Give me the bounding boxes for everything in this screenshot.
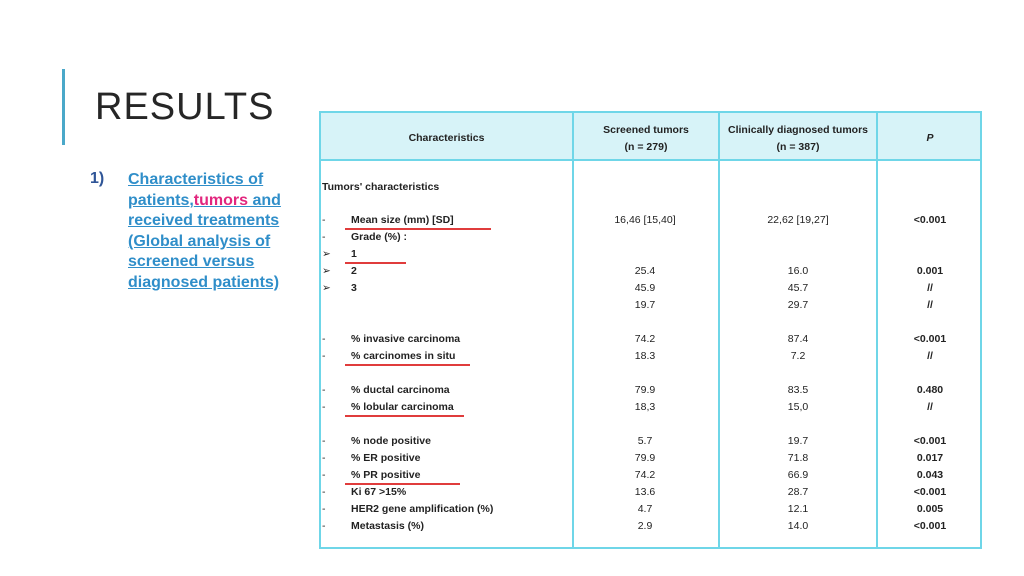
p-value: <0.001 bbox=[913, 333, 947, 345]
p-value: <0.001 bbox=[913, 214, 947, 226]
header-p: P bbox=[926, 132, 934, 144]
header-characteristics: Characteristics bbox=[408, 132, 485, 144]
row-label: Grade (%) : bbox=[351, 231, 408, 243]
clinical-value: 66.9 bbox=[787, 469, 809, 481]
row-marker: - bbox=[322, 401, 326, 413]
row-label: % node positive bbox=[351, 435, 431, 447]
column-divider bbox=[572, 113, 574, 547]
p-value: // bbox=[927, 401, 933, 413]
row-marker: - bbox=[322, 520, 326, 532]
red-underline bbox=[345, 262, 406, 264]
row-label: % PR positive bbox=[351, 469, 421, 481]
row-label: % carcinomes in situ bbox=[351, 350, 456, 362]
screened-value: 45.9 bbox=[634, 282, 656, 294]
list-text-highlight: tumors bbox=[193, 191, 249, 209]
row-label: 2 bbox=[351, 265, 357, 277]
row-marker: - bbox=[322, 486, 326, 498]
clinical-value: 29.7 bbox=[787, 299, 809, 311]
screened-value: 19.7 bbox=[634, 299, 656, 311]
header-clinical-n: (n = 387) bbox=[776, 141, 820, 153]
clinical-value: 83.5 bbox=[787, 384, 809, 396]
section-label: Tumors' characteristics bbox=[322, 181, 440, 193]
clinical-value: 14.0 bbox=[787, 520, 809, 532]
title-accent-bar bbox=[62, 69, 65, 145]
red-underline bbox=[345, 364, 470, 366]
clinical-value: 19.7 bbox=[787, 435, 809, 447]
p-value: <0.001 bbox=[913, 435, 947, 447]
screened-value: 13.6 bbox=[634, 486, 656, 498]
clinical-value: 22,62 [19,27] bbox=[767, 214, 829, 226]
screened-value: 74.2 bbox=[634, 333, 656, 345]
row-label: 1 bbox=[351, 248, 357, 260]
row-marker: - bbox=[322, 350, 326, 362]
p-value: // bbox=[927, 299, 933, 311]
screened-value: 79.9 bbox=[634, 452, 656, 464]
p-value: 0.043 bbox=[916, 469, 944, 481]
p-value: 0.480 bbox=[916, 384, 944, 396]
row-marker: - bbox=[322, 469, 326, 481]
list-text-part1: Characteristics of patients, bbox=[128, 171, 264, 209]
clinical-value: 15,0 bbox=[787, 401, 809, 413]
screened-value: 2.9 bbox=[637, 520, 653, 532]
p-value: // bbox=[927, 350, 933, 362]
row-marker: - bbox=[322, 435, 326, 447]
clinical-value: 71.8 bbox=[787, 452, 809, 464]
p-value: <0.001 bbox=[913, 520, 947, 532]
clinical-value: 16.0 bbox=[787, 265, 809, 277]
screened-value: 18,3 bbox=[634, 401, 656, 413]
clinical-value: 12.1 bbox=[787, 503, 809, 515]
screened-value: 16,46 [15,40] bbox=[614, 214, 676, 226]
slide-title: RESULTS bbox=[95, 86, 275, 128]
p-value: <0.001 bbox=[913, 486, 947, 498]
clinical-value: 45.7 bbox=[787, 282, 809, 294]
clinical-value: 87.4 bbox=[787, 333, 809, 345]
red-underline bbox=[345, 483, 460, 485]
clinical-value: 7.2 bbox=[790, 350, 806, 362]
row-label: % ductal carcinoma bbox=[351, 384, 450, 396]
row-label: 3 bbox=[351, 282, 357, 294]
clinical-value: 28.7 bbox=[787, 486, 809, 498]
p-value: 0.017 bbox=[916, 452, 944, 464]
row-marker: - bbox=[322, 214, 326, 226]
row-label: % invasive carcinoma bbox=[351, 333, 461, 345]
row-label: Mean size (mm) [SD] bbox=[351, 214, 454, 226]
screened-value: 5.7 bbox=[637, 435, 653, 447]
screened-value: 4.7 bbox=[637, 503, 653, 515]
row-label: % ER positive bbox=[351, 452, 421, 464]
row-marker: - bbox=[322, 333, 326, 345]
row-marker: - bbox=[322, 384, 326, 396]
screened-value: 74.2 bbox=[634, 469, 656, 481]
row-marker: ➢ bbox=[322, 282, 331, 294]
column-divider bbox=[876, 113, 878, 547]
p-value: 0.005 bbox=[916, 503, 944, 515]
header-clinical: Clinically diagnosed tumors bbox=[727, 124, 869, 136]
header-screened: Screened tumors bbox=[603, 124, 689, 136]
row-marker: - bbox=[322, 231, 326, 243]
screened-value: 79.9 bbox=[634, 384, 656, 396]
screened-value: 18.3 bbox=[634, 350, 656, 362]
column-divider bbox=[718, 113, 720, 547]
p-value: // bbox=[927, 282, 933, 294]
row-marker: - bbox=[322, 452, 326, 464]
list-text-part2: and received treatments (Global analysis of screened versus diagnosed patients) bbox=[128, 191, 281, 291]
list-number: 1) bbox=[90, 170, 105, 187]
list-item-link[interactable] bbox=[128, 170, 298, 294]
header-screened-n: (n = 279) bbox=[624, 141, 668, 153]
row-label: Metastasis (%) bbox=[351, 520, 424, 532]
row-label: HER2 gene amplification (%) bbox=[351, 503, 494, 515]
red-underline bbox=[345, 228, 491, 230]
row-label: Ki 67 >15% bbox=[351, 486, 407, 498]
row-marker: - bbox=[322, 503, 326, 515]
row-label: % lobular carcinoma bbox=[351, 401, 454, 413]
p-value: 0.001 bbox=[916, 265, 944, 277]
screened-value: 25.4 bbox=[634, 265, 656, 277]
row-marker: ➢ bbox=[322, 248, 331, 260]
red-underline bbox=[345, 415, 464, 417]
row-marker: ➢ bbox=[322, 265, 331, 277]
